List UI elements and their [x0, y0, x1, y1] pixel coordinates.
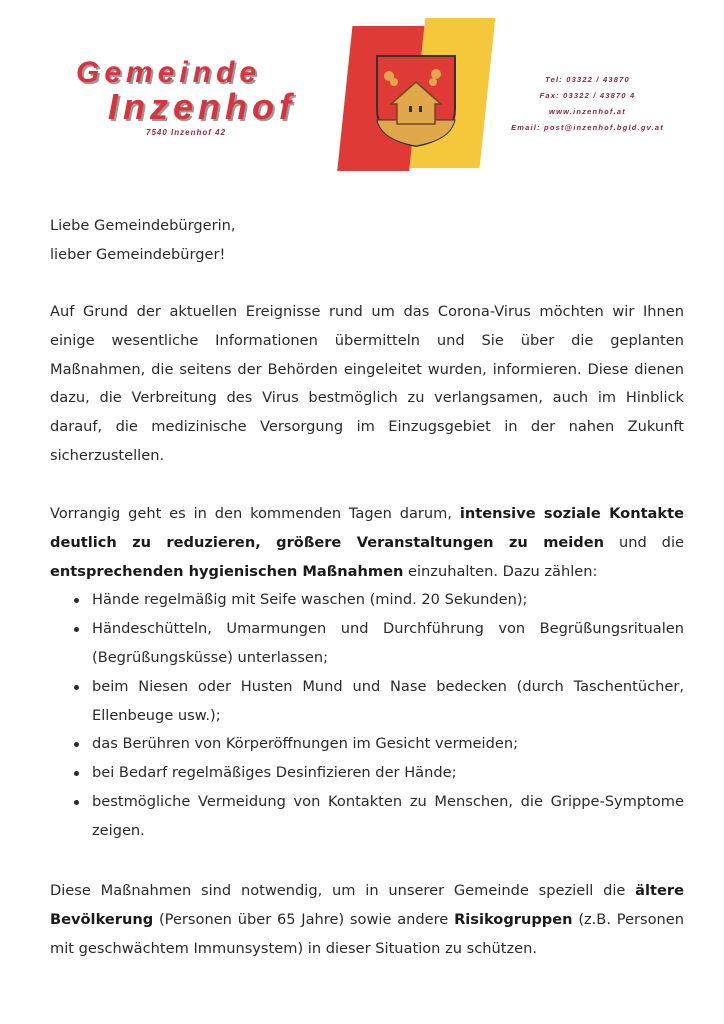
text: und die	[604, 533, 684, 551]
text: (Personen über 65 Jahre) sowie andere	[153, 910, 455, 928]
text: (z.B. Personen mit geschwächtem Immunsystem) in dieser Situation zu schützen.	[50, 910, 684, 957]
list-item: Hände regelmäßig mit Seife waschen (mind. 20 Sekunden);	[50, 586, 684, 615]
list-item: beim Niesen oder Husten Mund und Nase bedecken (durch Taschentücher, Ellenbeuge usw.);	[50, 673, 684, 731]
text: einzuhalten. Dazu zählen:	[403, 562, 598, 580]
bold-text: entsprechenden hygienischen Maßnahmen	[50, 562, 404, 580]
fax: Fax: 03322 / 43870 4	[539, 91, 636, 100]
bold-text: Risikogruppen	[454, 910, 573, 928]
list-item: Händeschütteln, Umarmungen und Durchführung von Begrüßungsritualen (Begrüßungsküsse) unterlassen;	[50, 615, 684, 673]
email: Email: post@inzenhof.bgld.gv.at	[511, 123, 664, 132]
phone: Tel: 03322 / 43870	[545, 75, 630, 84]
paragraph-measures	[50, 500, 684, 846]
measures-list	[50, 586, 684, 845]
municipality-name-line1: Gemeinde	[76, 56, 262, 89]
municipality-address: 7540 Inzenhof 42	[146, 128, 227, 137]
website: www.inzenhof.at	[549, 107, 626, 116]
contact-block	[495, 72, 680, 136]
text: Vorrangig geht es in den kommenden Tagen darum,	[50, 505, 460, 522]
list-item: bei Bedarf regelmäßiges Desinfizieren der Hände;	[50, 759, 684, 788]
paragraph-intro	[50, 298, 684, 471]
bold-text: intensive soziale Kontakte deutlich zu reduzieren, größere Veranstaltungen zu meiden	[50, 505, 684, 551]
salutation	[50, 212, 684, 270]
salutation-line: Liebe Gemeindebürgerin,	[50, 217, 236, 234]
salutation-line: lieber Gemeindebürger!	[50, 245, 226, 263]
list-item: bestmögliche Vermeidung von Kontakten zu Menschen, die Grippe-Symptome zeigen.	[50, 788, 684, 846]
paragraph-text: Auf Grund der aktuellen Ereignisse rund um das Corona-Virus möchten wir Ihnen einige wesentliche Informationen übermitteln und Sie über die geplanten Maßnahmen, die seitens der Behörden eingeleitet wurden, informieren. Diese dienen dazu, die Verbreitung des Virus bestmöglich zu verlangsamen, auch im Hinblick darauf, die medizinische Versorgung im Einzugsgebiet in der nahen Zukunft sicherzustellen.	[50, 303, 684, 464]
coat-of-arms-icon	[375, 54, 457, 148]
paragraph-risk-groups	[50, 877, 684, 963]
list-item: das Berühren von Körperöffnungen im Gesicht vermeiden;	[50, 730, 684, 759]
text: Diese Maßnahmen sind notwendig, um in unserer Gemeinde speziell die	[50, 882, 636, 899]
municipality-name-line2: Inzenhof	[108, 86, 296, 127]
bold-text: ältere Bevölkerung	[50, 882, 684, 928]
